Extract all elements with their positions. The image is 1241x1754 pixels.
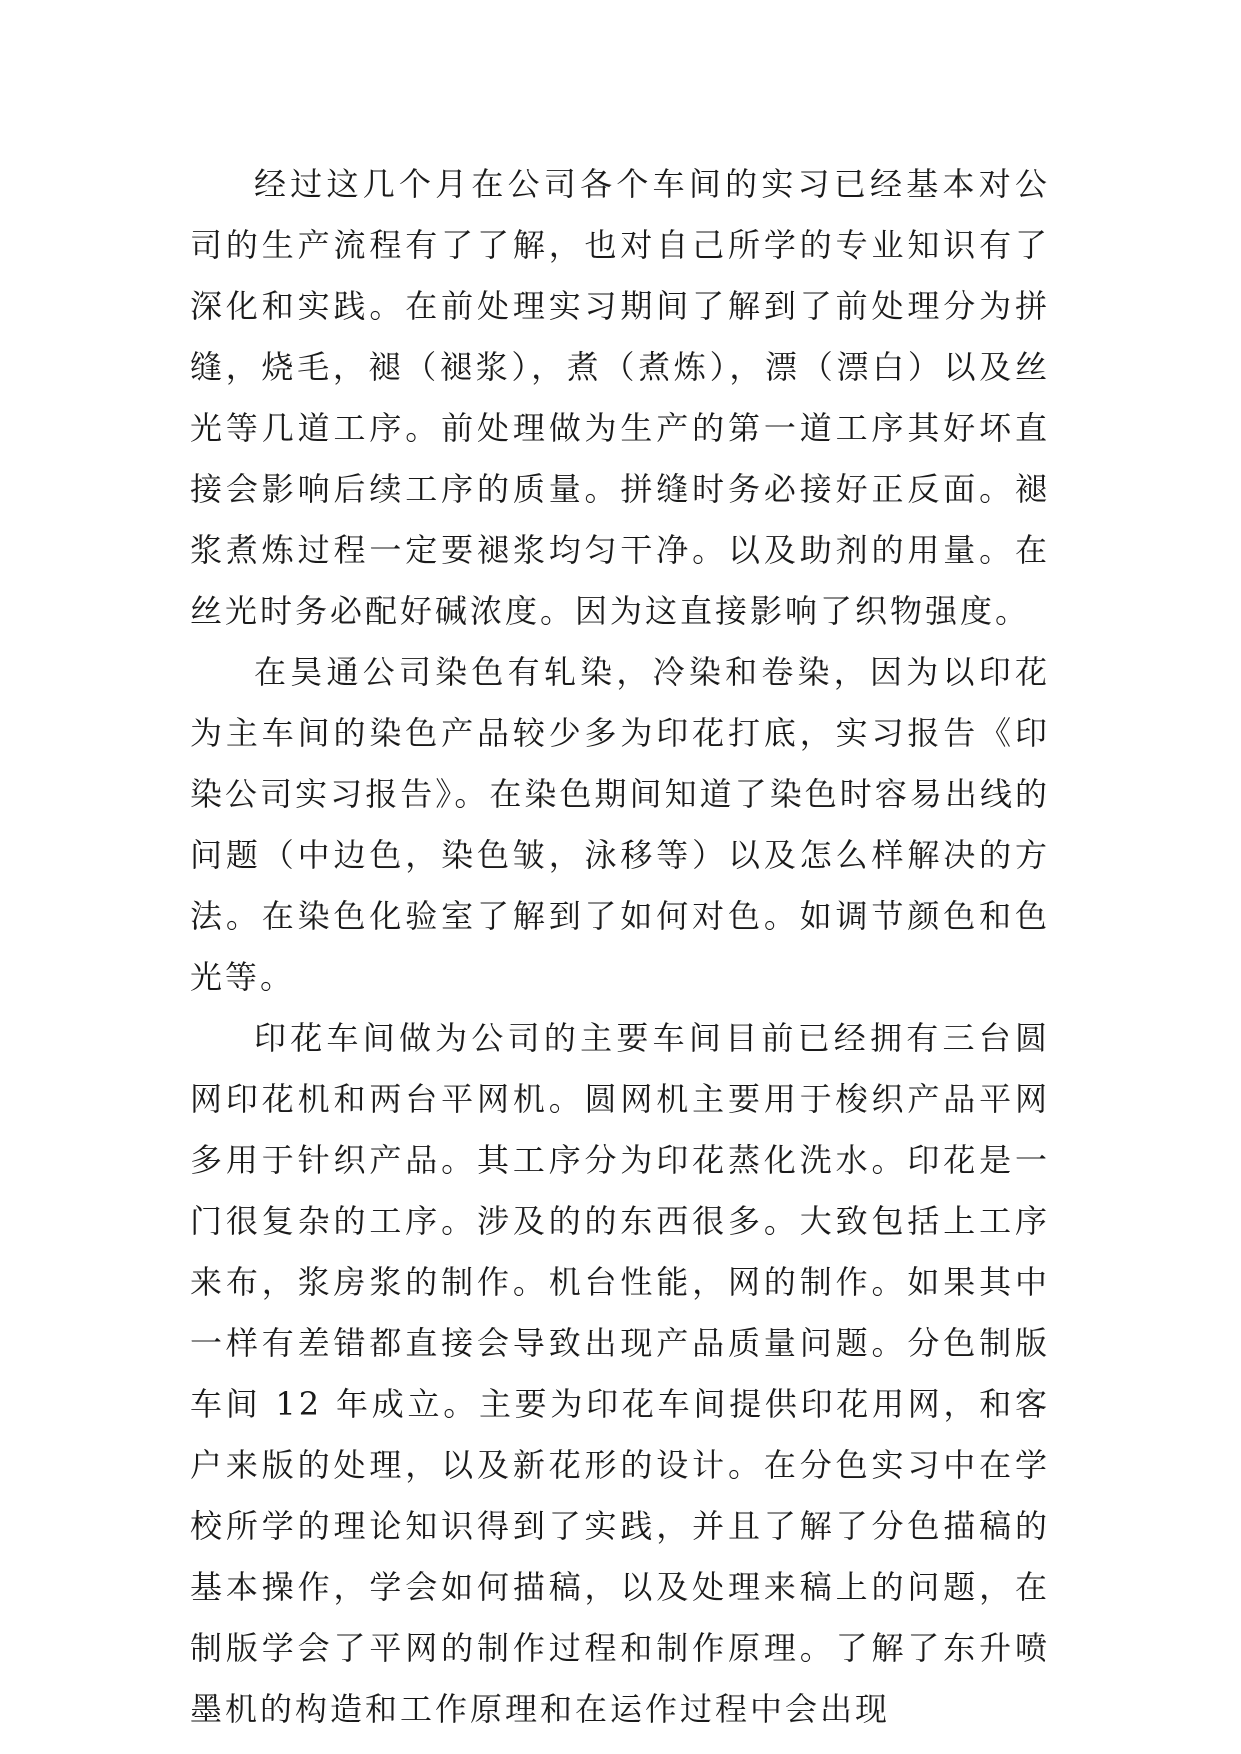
- paragraph-pretreatment: 经过这几个月在公司各个车间的实习已经基本对公司的生产流程有了了解，也对自己所学的专业知识有了深化和实践。在前处理实习期间了解到了前处理分为拼缝，烧毛，褪（褪浆），煮（煮炼），漂（漂白）以及丝光等几道工序。前处理做为生产的第一道工序其好坏直接会影响后续工序的质量。拼缝时务必接好正反面。褪浆煮炼过程一定要褪浆均匀干净。以及助剂的用量。在丝光时务必配好碱浓度。因为这直接影响了织物强度。: [190, 165, 1050, 630]
- paragraph-dyeing: 在昊通公司染色有轧染，冷染和卷染，因为以印花为主车间的染色产品较少多为印花打底，实习报告《印染公司实习报告》。在染色期间知道了染色时容易出线的问题（中边色，染色皱，泳移等）以及怎么样解决的方法。在染色化验室了解到了如何对色。如调节颜色和色光等。: [190, 653, 1050, 996]
- paragraph-printing: 印花车间做为公司的主要车间目前已经拥有三台圆网印花机和两台平网机。圆网机主要用于梭织产品平网多用于针织产品。其工序分为印花蒸化洗水。印花是一门很复杂的工序。涉及的的东西很多。大致包括上工序来布，浆房浆的制作。机台性能，网的制作。如果其中一样有差错都直接会导致出现产品质量问题。分色制版车间 12 年成立。主要为印花车间提供印花用网，和客户来版的处理，以及新花形的设计。在分色实习中在学校所学的理论知识得到了实践，并且了解了分色描稿的基本操作，学会如何描稿，以及处理来稿上的问题，在制版学会了平网的制作过程和制作原理。了解了东升喷墨机的构造和工作原理和在运作过程中会出现: [190, 1019, 1050, 1728]
- document-body: [190, 154, 1050, 1740]
